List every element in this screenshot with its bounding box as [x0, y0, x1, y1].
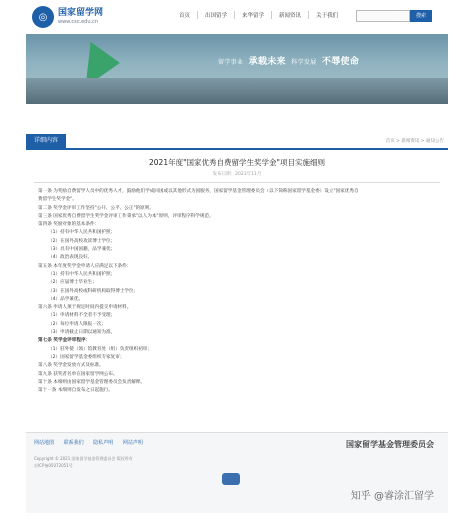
paragraph: （3）申请截止日期以通知为准。 [48, 330, 116, 336]
footer-signature: 国家留学基金管理委员会 [346, 440, 434, 449]
paragraph: 第九条 获奖者名单在国家留学网公布。 [38, 371, 118, 377]
search-button[interactable]: 搜索 [410, 10, 432, 22]
article-body [26, 188, 448, 395]
paragraph: （3）在国外高校或科研机构取得博士学位； [48, 288, 139, 294]
hero-banner [26, 34, 448, 104]
article-meta: 发布日期：2021年11月 [212, 172, 262, 177]
paragraph: （2）在国外高校攻读博士学位； [48, 238, 116, 244]
paragraph: 第四条 奖励对象的基本条件： [38, 222, 100, 228]
paragraph: 第一条 为奖励自费留学人员中的优秀人才，鼓励他们学成回国或以其他形式为国服务，国家留学基金管理委员会（以下简称国家留学基金委）设立"国家优秀自 [38, 189, 359, 194]
city-skyline [26, 78, 448, 104]
footer-link-contact[interactable]: 联系我们 [63, 440, 84, 446]
paragraph: （4）品学兼优。 [48, 296, 84, 302]
nav-item-news[interactable]: 新闻资讯 [271, 11, 308, 19]
paragraph: （2）每位申请人限报一次； [48, 321, 107, 327]
divider [34, 182, 440, 183]
section-bar [26, 134, 448, 150]
paragraph: 第三条 国家优秀自费留学生奖学金评审工作秉承"以人为本"原则，评审程序科学规范。 [38, 213, 214, 219]
paragraph: （3）具有中国国籍，品学兼优； [48, 247, 116, 253]
watermark: 知乎 @睿涂汇留学 [350, 491, 434, 502]
banner-slogan: 留学事业 承载未来 科学发展 不辱使命 [218, 57, 360, 67]
article-title: 2021年度"国家优秀自费留学生奖学金"项目实施细则 [149, 158, 325, 167]
paragraph: （1）申请材料不全者不予受理； [48, 313, 116, 319]
nav-item-study-china[interactable]: 来华留学 [234, 11, 271, 19]
paragraph: 第二条 奖学金评审工作坚持"公开、公平、公正"的原则。 [38, 205, 154, 211]
nav-item-study-abroad[interactable]: 出国留学 [197, 11, 234, 19]
nav-item-about[interactable]: 关于我们 [308, 11, 345, 19]
paragraph: 第七条 奖学金评审程序： [38, 338, 91, 344]
footer-links [34, 439, 151, 446]
paragraph: 第五条 本年度奖学金申请人应满足以下条件： [38, 263, 132, 269]
paragraph: 费留学生奖学金"。 [38, 197, 77, 203]
site-header [26, 0, 448, 34]
site-logo[interactable] [32, 6, 103, 28]
paragraph: （4）政治表现良好。 [48, 255, 93, 261]
footer-copyright: Copyright © 2021 国家留学基金管理委员会 版权所有 京ICP备05072051号 [34, 456, 133, 468]
footer-link-sitemap[interactable]: 网站地图 [34, 440, 55, 446]
paragraph: （1）驻外使（领）馆教育处（组）负责组织初审； [48, 346, 152, 352]
site-name: 国家留学网 [58, 8, 104, 18]
main-nav [172, 11, 345, 19]
paragraph: 第十一条 本细则自发布之日起施行。 [38, 388, 113, 394]
site-url: www.csc.edu.cn [58, 19, 99, 25]
paragraph: （1）持有中华人民共和国护照； [48, 230, 116, 236]
paragraph: （1）持有中华人民共和国护照； [48, 271, 116, 277]
paragraph: 第六条 申请人须于规定时间内提交申请材料。 [38, 305, 132, 311]
footer-link-statement[interactable]: 网站声明 [122, 440, 143, 446]
search-input[interactable] [356, 10, 410, 22]
section-tab: 详细内容 [26, 134, 66, 148]
site-footer [26, 432, 448, 513]
breadcrumb[interactable]: 首页 > 新闻资讯 > 通知公告 [385, 139, 444, 144]
page [26, 0, 448, 520]
footer-link-privacy[interactable]: 隐私声明 [93, 440, 114, 446]
nav-item-home[interactable]: 首页 [179, 13, 191, 19]
paragraph: 第八条 奖学金发放方式及标准。 [38, 363, 104, 369]
paragraph: 第十条 本细则由国家留学基金管理委员会负责解释。 [38, 379, 146, 385]
verify-badge-icon[interactable] [222, 473, 240, 485]
globe-icon: ◎ [32, 6, 54, 28]
paragraph: （2）应届博士毕业生； [48, 280, 97, 286]
paragraph: （2）国家留学基金委组织专家复审； [48, 354, 125, 360]
